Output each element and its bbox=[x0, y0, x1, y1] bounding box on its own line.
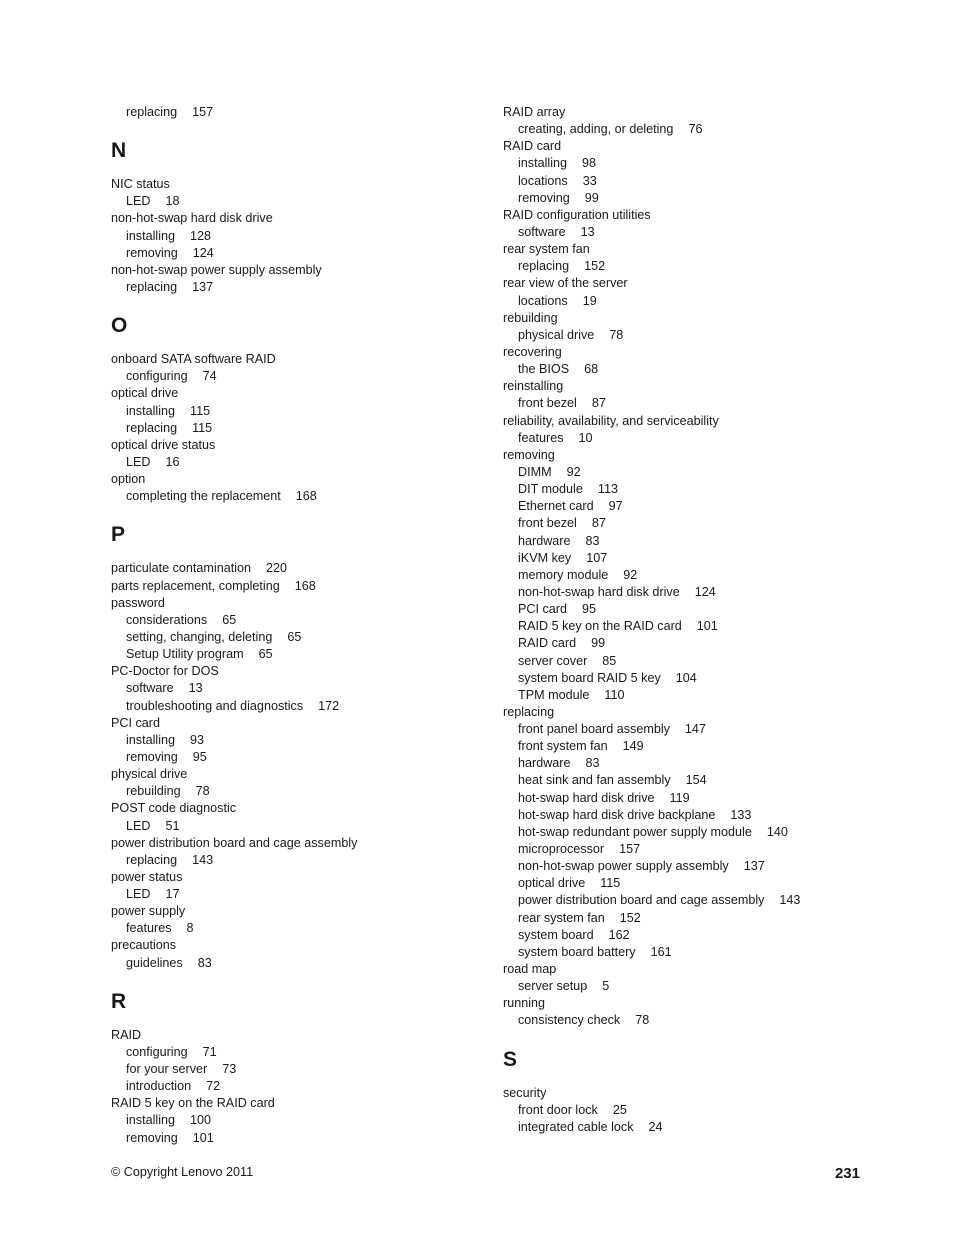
index-subentry bbox=[111, 698, 491, 715]
entry-term: onboard SATA software RAID bbox=[111, 352, 276, 367]
index-subentry bbox=[111, 104, 491, 121]
entry-term: option bbox=[111, 472, 146, 487]
index-subentry bbox=[503, 498, 883, 515]
entry-page-number: 65 bbox=[287, 629, 302, 644]
index-entry bbox=[111, 663, 491, 680]
entry-term: features bbox=[126, 921, 172, 936]
index-subentry bbox=[111, 955, 491, 972]
entry-term: LED bbox=[126, 454, 151, 469]
index-subentry bbox=[503, 841, 883, 858]
entry-page-number: 74 bbox=[202, 369, 217, 384]
entry-term: completing the replacement bbox=[126, 489, 281, 504]
index-subentry bbox=[503, 755, 883, 772]
entry-page-number: 101 bbox=[696, 619, 718, 634]
index-subentry bbox=[503, 430, 883, 447]
entry-page-number: 115 bbox=[190, 403, 211, 418]
section-letter: N bbox=[111, 139, 127, 163]
entry-term: recovering bbox=[503, 344, 562, 359]
entry-term: heat sink and fan assembly bbox=[518, 773, 671, 788]
entry-term: parts replacement, completing bbox=[111, 578, 280, 593]
entry-term: road map bbox=[503, 962, 557, 977]
index-subentry bbox=[111, 783, 491, 800]
entry-term: non-hot-swap power supply assembly bbox=[111, 262, 322, 277]
entry-term: rear system fan bbox=[518, 910, 605, 925]
index-subentry bbox=[111, 612, 491, 629]
index-subentry bbox=[111, 1112, 491, 1129]
entry-page-number: 161 bbox=[650, 944, 672, 959]
entry-term: running bbox=[503, 996, 546, 1011]
index-subentry bbox=[503, 515, 883, 532]
entry-term: configuring bbox=[126, 369, 188, 384]
index-subentry bbox=[111, 1044, 491, 1061]
index-entry bbox=[111, 578, 491, 595]
index-entry bbox=[111, 835, 491, 852]
entry-term: replacing bbox=[518, 259, 570, 274]
entry-page-number: 98 bbox=[582, 156, 597, 171]
index-subentry bbox=[503, 738, 883, 755]
index-subentry bbox=[503, 721, 883, 738]
index-subentry bbox=[503, 1119, 883, 1136]
index-entry bbox=[503, 704, 883, 721]
index-subentry bbox=[503, 927, 883, 944]
entry-term: setting, changing, deleting bbox=[126, 629, 273, 644]
index-subentry bbox=[111, 749, 491, 766]
index-subentry bbox=[503, 395, 883, 412]
index-entry bbox=[503, 344, 883, 361]
index-subentry bbox=[111, 403, 491, 420]
entry-page-number: 99 bbox=[591, 636, 606, 651]
index-subentry bbox=[503, 892, 883, 909]
entry-page-number: 5 bbox=[602, 979, 610, 994]
index-subentry bbox=[111, 488, 491, 505]
index-entry bbox=[111, 1095, 491, 1112]
index-subentry bbox=[111, 1078, 491, 1095]
index-subentry bbox=[503, 618, 883, 635]
index-subentry bbox=[503, 875, 883, 892]
entry-term: front bezel bbox=[518, 516, 577, 531]
entry-term: DIT module bbox=[518, 482, 583, 497]
index-subentry bbox=[503, 670, 883, 687]
entry-term: software bbox=[126, 681, 174, 696]
entry-page-number: 8 bbox=[186, 921, 194, 936]
entry-term: server setup bbox=[518, 979, 588, 994]
index-entry bbox=[111, 937, 491, 954]
entry-page-number: 172 bbox=[318, 698, 340, 713]
index-subentry bbox=[503, 293, 883, 310]
entry-term: considerations bbox=[126, 612, 208, 627]
entry-term: introduction bbox=[126, 1079, 192, 1094]
entry-term: power supply bbox=[111, 904, 186, 919]
entry-term: power status bbox=[111, 869, 183, 884]
entry-term: replacing bbox=[126, 852, 178, 867]
index-subentry bbox=[111, 1061, 491, 1078]
entry-term: removing bbox=[503, 447, 555, 462]
entry-page-number: 147 bbox=[684, 722, 706, 737]
entry-page-number: 95 bbox=[582, 602, 597, 617]
entry-term: system board RAID 5 key bbox=[518, 670, 661, 685]
entry-term: hardware bbox=[518, 533, 571, 548]
entry-page-number: 115 bbox=[192, 420, 213, 435]
entry-term: locations bbox=[518, 173, 568, 188]
entry-term: physical drive bbox=[111, 767, 188, 782]
index-subentry bbox=[111, 629, 491, 646]
index-entry bbox=[111, 766, 491, 783]
index-subentry bbox=[503, 687, 883, 704]
entry-page-number: 16 bbox=[165, 454, 180, 469]
entry-page-number: 124 bbox=[192, 245, 214, 260]
entry-term: power distribution board and cage assembly bbox=[111, 835, 358, 850]
entry-page-number: 78 bbox=[635, 1013, 650, 1028]
index-entry bbox=[503, 241, 883, 258]
entry-page-number: 104 bbox=[675, 670, 697, 685]
entry-term: NIC status bbox=[111, 177, 170, 192]
index-subentry bbox=[503, 635, 883, 652]
entry-page-number: 95 bbox=[192, 749, 207, 764]
index-subentry bbox=[503, 224, 883, 241]
entry-term: removing bbox=[126, 749, 178, 764]
entry-term: physical drive bbox=[518, 327, 595, 342]
index-subentry bbox=[111, 920, 491, 937]
index-subentry bbox=[503, 481, 883, 498]
entry-term: RAID configuration utilities bbox=[503, 207, 651, 222]
entry-page-number: 76 bbox=[688, 122, 703, 137]
index-subentry bbox=[111, 245, 491, 262]
index-entry bbox=[111, 560, 491, 577]
entry-term: removing bbox=[126, 245, 178, 260]
entry-term: replacing bbox=[126, 105, 178, 119]
index-subentry bbox=[111, 454, 491, 471]
entry-term: removing bbox=[518, 190, 570, 205]
entry-term: RAID array bbox=[503, 105, 566, 119]
entry-page-number: 149 bbox=[622, 739, 644, 754]
index-subentry bbox=[503, 464, 883, 481]
entry-term: consistency check bbox=[518, 1013, 621, 1028]
index-entry bbox=[111, 351, 491, 368]
index-subentry bbox=[503, 601, 883, 618]
page-number: 231 bbox=[834, 1165, 860, 1182]
entry-term: power distribution board and cage assembly bbox=[518, 893, 765, 908]
entry-term: replacing bbox=[503, 704, 555, 719]
entry-term: LED bbox=[126, 194, 151, 209]
entry-page-number: 71 bbox=[202, 1044, 217, 1059]
index-entry bbox=[503, 961, 883, 978]
index-subentry bbox=[503, 807, 883, 824]
index-entry bbox=[503, 207, 883, 224]
entry-term: DIMM bbox=[518, 464, 552, 479]
index-entry bbox=[111, 471, 491, 488]
index-subentry bbox=[503, 790, 883, 807]
index-subentry bbox=[111, 193, 491, 210]
entry-term: installing bbox=[126, 1113, 176, 1128]
entry-page-number: 115 bbox=[600, 876, 621, 891]
entry-page-number: 157 bbox=[619, 842, 641, 857]
entry-term: installing bbox=[126, 403, 176, 418]
entry-term: hot-swap hard disk drive bbox=[518, 790, 655, 805]
index-subentry bbox=[503, 327, 883, 344]
index-entry bbox=[111, 210, 491, 227]
entry-term: troubleshooting and diagnostics bbox=[126, 698, 304, 713]
entry-page-number: 113 bbox=[597, 482, 618, 497]
entry-page-number: 157 bbox=[192, 105, 214, 119]
entry-page-number: 137 bbox=[192, 279, 214, 294]
index-entry bbox=[111, 262, 491, 279]
index-subentry bbox=[111, 646, 491, 663]
index-entry bbox=[503, 138, 883, 155]
entry-page-number: 72 bbox=[206, 1079, 221, 1094]
entry-term: creating, adding, or deleting bbox=[518, 122, 674, 137]
entry-term: Setup Utility program bbox=[126, 647, 244, 662]
index-subentry bbox=[503, 361, 883, 378]
index-subentry bbox=[503, 824, 883, 841]
entry-page-number: 99 bbox=[584, 190, 599, 205]
index-subentry bbox=[111, 228, 491, 245]
entry-page-number: 18 bbox=[165, 194, 180, 209]
entry-term: security bbox=[503, 1085, 547, 1100]
index-entry bbox=[111, 437, 491, 454]
entry-term: optical drive status bbox=[111, 437, 216, 452]
entry-term: PCI card bbox=[111, 715, 160, 730]
index-entry bbox=[503, 310, 883, 327]
entry-term: precautions bbox=[111, 938, 177, 953]
entry-page-number: 92 bbox=[566, 464, 581, 479]
entry-page-number: 133 bbox=[730, 807, 752, 822]
entry-term: system board bbox=[518, 927, 594, 942]
entry-term: replacing bbox=[126, 420, 178, 435]
entry-term: the BIOS bbox=[518, 362, 570, 377]
entry-term: rear view of the server bbox=[503, 276, 628, 291]
entry-term: installing bbox=[126, 228, 176, 243]
entry-page-number: 124 bbox=[694, 584, 716, 599]
entry-page-number: 85 bbox=[602, 653, 617, 668]
index-entry bbox=[111, 176, 491, 193]
entry-term: RAID 5 key on the RAID card bbox=[518, 619, 682, 634]
entry-page-number: 140 bbox=[766, 824, 788, 839]
entry-page-number: 93 bbox=[190, 732, 205, 747]
entry-term: integrated cable lock bbox=[518, 1119, 634, 1134]
entry-term: rebuilding bbox=[126, 784, 181, 799]
entry-term: LED bbox=[126, 818, 151, 833]
entry-term: reliability, availability, and serviceability bbox=[503, 413, 719, 428]
entry-page-number: 87 bbox=[591, 516, 606, 531]
index-subentry bbox=[503, 173, 883, 190]
entry-term: RAID card bbox=[503, 139, 562, 154]
entry-term: microprocessor bbox=[518, 842, 605, 857]
entry-page-number: 162 bbox=[608, 927, 630, 942]
entry-page-number: 51 bbox=[165, 818, 180, 833]
entry-term: front panel board assembly bbox=[518, 722, 670, 737]
index-subentry bbox=[111, 818, 491, 835]
entry-page-number: 83 bbox=[585, 533, 600, 548]
index-subentry bbox=[503, 1012, 883, 1029]
entry-term: replacing bbox=[126, 279, 178, 294]
index-subentry bbox=[111, 420, 491, 437]
index-entry bbox=[503, 413, 883, 430]
section-letter: P bbox=[111, 523, 126, 547]
entry-page-number: 65 bbox=[258, 647, 273, 662]
entry-page-number: 168 bbox=[294, 578, 316, 593]
entry-page-number: 83 bbox=[197, 955, 212, 970]
index-entry bbox=[111, 800, 491, 817]
entry-page-number: 101 bbox=[192, 1130, 214, 1145]
index-entry bbox=[503, 275, 883, 292]
entry-term: front system fan bbox=[518, 739, 608, 754]
entry-page-number: 220 bbox=[266, 561, 288, 576]
entry-page-number: 83 bbox=[585, 756, 600, 771]
entry-term: configuring bbox=[126, 1044, 188, 1059]
entry-page-number: 73 bbox=[222, 1062, 237, 1077]
index-subentry bbox=[503, 533, 883, 550]
index-subentry bbox=[111, 680, 491, 697]
entry-term: system board battery bbox=[518, 944, 636, 959]
index-subentry bbox=[503, 772, 883, 789]
index-entry bbox=[111, 715, 491, 732]
index-subentry bbox=[503, 858, 883, 875]
entry-page-number: 24 bbox=[648, 1119, 663, 1134]
entry-term: rebuilding bbox=[503, 310, 558, 325]
entry-page-number: 119 bbox=[669, 790, 690, 805]
entry-page-number: 100 bbox=[190, 1113, 212, 1128]
entry-page-number: 168 bbox=[295, 489, 317, 504]
index-subentry bbox=[503, 653, 883, 670]
entry-page-number: 110 bbox=[604, 687, 625, 702]
entry-term: guidelines bbox=[126, 955, 183, 970]
index-entry bbox=[503, 104, 883, 121]
entry-page-number: 68 bbox=[584, 362, 599, 377]
index-subentry bbox=[503, 910, 883, 927]
index-entry bbox=[503, 1085, 883, 1102]
entry-page-number: 137 bbox=[743, 859, 765, 874]
entry-term: installing bbox=[126, 732, 176, 747]
index-subentry bbox=[111, 732, 491, 749]
entry-term: PC-Doctor for DOS bbox=[111, 664, 219, 679]
entry-page-number: 33 bbox=[582, 173, 597, 188]
index-subentry bbox=[503, 567, 883, 584]
entry-page-number: 143 bbox=[192, 852, 214, 867]
entry-term: non-hot-swap hard disk drive bbox=[518, 584, 680, 599]
page-footer bbox=[111, 1165, 860, 1185]
index-subentry bbox=[111, 852, 491, 869]
entry-page-number: 17 bbox=[165, 887, 180, 902]
entry-term: hot-swap redundant power supply module bbox=[518, 824, 752, 839]
index-entry bbox=[111, 903, 491, 920]
entry-term: removing bbox=[126, 1130, 178, 1145]
index-entry bbox=[111, 1027, 491, 1044]
entry-term: front door lock bbox=[518, 1102, 598, 1117]
entry-page-number: 107 bbox=[586, 550, 608, 565]
entry-term: front bezel bbox=[518, 396, 577, 411]
entry-page-number: 143 bbox=[779, 893, 801, 908]
index-subentry bbox=[111, 1130, 491, 1147]
index-subentry bbox=[503, 1102, 883, 1119]
index-entry bbox=[111, 869, 491, 886]
entry-page-number: 97 bbox=[608, 499, 623, 514]
entry-term: non-hot-swap hard disk drive bbox=[111, 211, 273, 226]
entry-term: reinstalling bbox=[503, 379, 564, 394]
section-letter: S bbox=[503, 1047, 518, 1071]
section-letter: R bbox=[111, 989, 127, 1013]
entry-term: optical drive bbox=[518, 876, 586, 891]
index-column-right bbox=[503, 104, 883, 1136]
entry-term: particulate contamination bbox=[111, 561, 252, 576]
entry-term: software bbox=[518, 224, 566, 239]
entry-page-number: 13 bbox=[188, 681, 203, 696]
entry-term: non-hot-swap power supply assembly bbox=[518, 859, 729, 874]
entry-term: memory module bbox=[518, 567, 609, 582]
entry-term: PCI card bbox=[518, 602, 567, 617]
entry-term: TPM module bbox=[518, 687, 590, 702]
entry-term: rear system fan bbox=[503, 242, 590, 257]
index-subentry bbox=[111, 279, 491, 296]
entry-term: optical drive bbox=[111, 386, 179, 401]
entry-term: for your server bbox=[126, 1062, 208, 1077]
entry-page-number: 13 bbox=[580, 224, 595, 239]
entry-term: RAID 5 key on the RAID card bbox=[111, 1096, 275, 1111]
entry-page-number: 152 bbox=[584, 259, 606, 274]
entry-page-number: 65 bbox=[222, 612, 237, 627]
entry-page-number: 19 bbox=[582, 293, 597, 308]
entry-page-number: 78 bbox=[609, 327, 624, 342]
entry-term: RAID bbox=[111, 1027, 142, 1042]
index-entry bbox=[503, 995, 883, 1012]
entry-term: iKVM key bbox=[518, 550, 572, 565]
index-subentry bbox=[503, 944, 883, 961]
entry-term: installing bbox=[518, 156, 568, 171]
index-entry bbox=[503, 447, 883, 464]
section-letter: O bbox=[111, 314, 128, 338]
entry-term: POST code diagnostic bbox=[111, 801, 237, 816]
index-subentry bbox=[503, 258, 883, 275]
index-entry bbox=[111, 385, 491, 402]
index-subentry bbox=[111, 368, 491, 385]
entry-page-number: 25 bbox=[612, 1102, 627, 1117]
index-subentry bbox=[503, 584, 883, 601]
index-entry bbox=[503, 378, 883, 395]
entry-term: LED bbox=[126, 887, 151, 902]
entry-term: locations bbox=[518, 293, 568, 308]
entry-term: server cover bbox=[518, 653, 588, 668]
entry-term: Ethernet card bbox=[518, 499, 594, 514]
index-subentry bbox=[503, 155, 883, 172]
index-subentry bbox=[503, 978, 883, 995]
entry-page-number: 92 bbox=[623, 567, 638, 582]
entry-term: hot-swap hard disk drive backplane bbox=[518, 807, 716, 822]
entry-term: password bbox=[111, 595, 165, 610]
entry-page-number: 128 bbox=[190, 228, 212, 243]
entry-page-number: 78 bbox=[195, 784, 210, 799]
index-subentry bbox=[503, 190, 883, 207]
entry-page-number: 154 bbox=[685, 773, 707, 788]
index-subentry bbox=[111, 886, 491, 903]
entry-page-number: 87 bbox=[591, 396, 606, 411]
entry-term: RAID card bbox=[518, 636, 577, 651]
entry-term: features bbox=[518, 430, 564, 445]
index-subentry bbox=[503, 550, 883, 567]
index-entry bbox=[111, 595, 491, 612]
entry-term: hardware bbox=[518, 756, 571, 771]
entry-page-number: 10 bbox=[578, 430, 593, 445]
index-subentry bbox=[503, 121, 883, 138]
copyright-notice: © Copyright Lenovo 2011 bbox=[111, 1165, 254, 1179]
entry-page-number: 152 bbox=[619, 910, 641, 925]
index-column-left bbox=[111, 104, 491, 1147]
